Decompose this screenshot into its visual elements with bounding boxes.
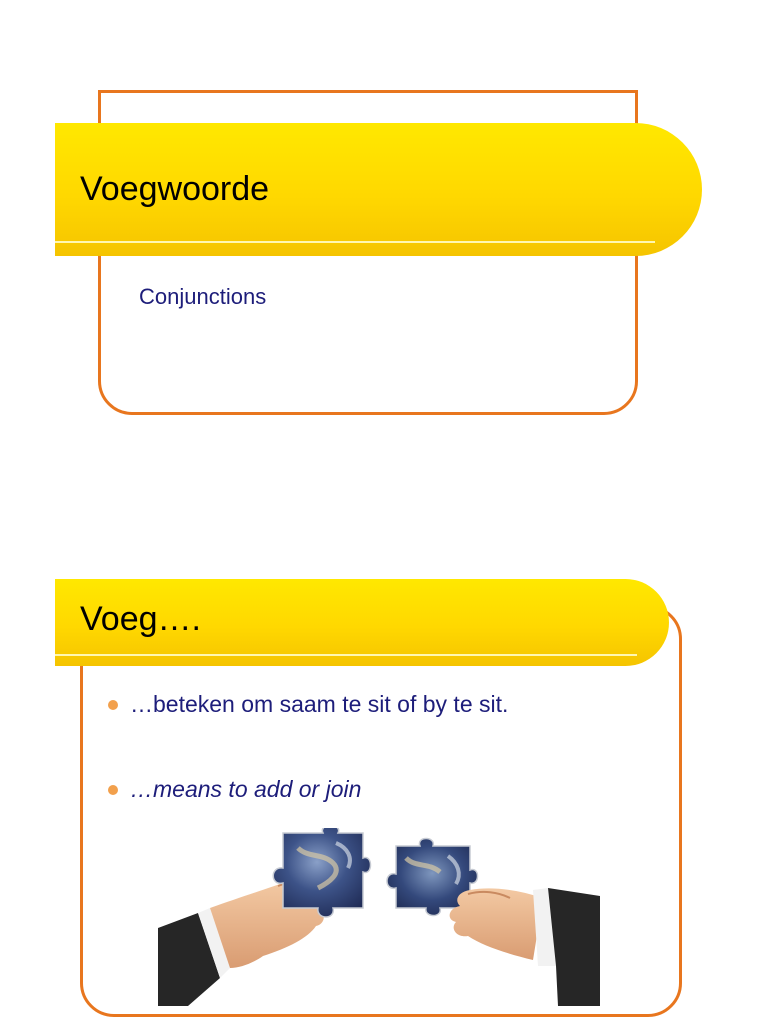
bullet-item <box>108 776 361 803</box>
bullet-dot-icon <box>108 785 118 795</box>
bullet-dot-icon <box>108 700 118 710</box>
slide-1-title: Voegwoorde <box>80 170 270 208</box>
bullet-text: …beteken om saam te sit of by te sit. <box>130 691 509 717</box>
right-sleeve <box>548 888 600 1006</box>
bullet-text: …means to add or join <box>130 776 362 802</box>
slide-2-title: Voeg…. <box>80 600 201 638</box>
slide-2-title-underline <box>55 654 637 656</box>
slide-1-title-underline <box>55 241 655 243</box>
left-puzzle-piece <box>273 828 370 917</box>
slide-1-subtitle: Conjunctions <box>139 284 267 309</box>
hands-joining-puzzle-pieces-image <box>158 828 600 1006</box>
right-hand <box>450 888 543 960</box>
bullet-item <box>108 691 508 718</box>
